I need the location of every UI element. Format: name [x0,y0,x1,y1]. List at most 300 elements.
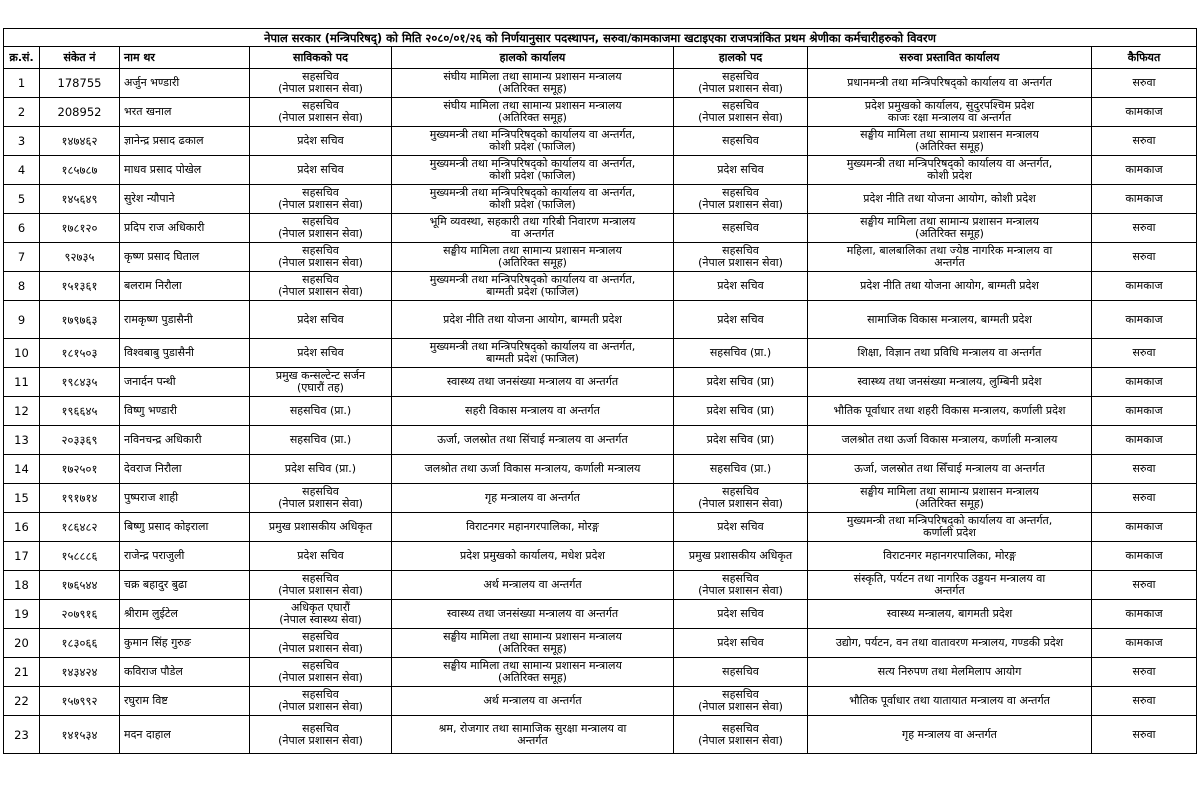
cell-proposed-office-text: संस्कृति, पर्यटन तथा नागरिक उड्डयन मन्त्रालय वा [853,572,1046,585]
cell-current-post-text: सहसचिव [722,665,759,678]
cell-code [40,426,120,455]
cell-proposed-office [808,397,1092,426]
cell-code-text: ९२७३५ [64,250,95,264]
cell-old-post-subtext: (नेपाल प्रशासन सेवा) [278,671,363,684]
cell-current-post [674,98,808,127]
col-header-code: संकेत नं [40,47,120,69]
cell-proposed-office-text: प्रधानमन्त्री तथा मन्त्रिपरिषद्को कार्यालय वा अन्तर्गत [847,76,1052,89]
cell-current-office-subtext: (अतिरिक्त समूह) [498,256,567,269]
cell-current-office-subtext: बाग्मती प्रदेश (फाजिल) [486,285,579,298]
cell-name [120,127,250,156]
cell-current-office-text: प्रदेश प्रमुखको कार्यालय, मधेश प्रदेश [460,549,605,562]
cell-code [40,542,120,571]
cell-code-text: १८६४८२ [61,520,98,534]
cell-proposed-office-text: प्रदेश नीति तथा योजना आयोग, कोशी प्रदेश [863,192,1036,205]
cell-old-post-subtext: (नेपाल प्रशासन सेवा) [278,584,363,597]
cell-current-post-text: प्रदेश सचिव (प्रा) [706,433,775,446]
cell-old-post [250,600,392,629]
col-header-remarks: कैफियत [1092,47,1197,69]
cell-current-post-text: सहसचिव [722,186,759,199]
cell-name [120,98,250,127]
cell-old-post-subtext: (नेपाल प्रशासन सेवा) [278,285,363,298]
cell-name-text: माधव प्रसाद पोखेल [124,163,202,176]
cell-current-post [674,687,808,716]
cell-remark-text: कामकाज [1125,312,1163,326]
cell-old-post [250,658,392,687]
cell-current-office-text: सङ्घीय मामिला तथा सामान्य प्रशासन मन्त्रालय [443,630,622,643]
cell-old-post [250,243,392,272]
cell-proposed-office-subtext: (अतिरिक्त समूह) [915,497,984,510]
cell-code [40,185,120,214]
table-row [4,156,1197,185]
table-row [4,542,1197,571]
cell-code [40,156,120,185]
cell-sn [4,127,40,156]
cell-remark-text: कामकाज [1125,520,1163,533]
cell-current-office-text: भूमि व्यवस्था, सहकारी तथा गरिबी निवारण मन्त्रालय [429,215,636,228]
cell-name-text: रामकृष्ण पुडासैनी [124,312,193,326]
cell-current-post-text: प्रदेश सचिव (प्रा) [706,404,775,417]
cell-code-text: १५१३६१ [61,279,98,293]
cell-sn-text: 19 [14,607,29,621]
cell-remark [1092,687,1197,716]
cell-remark-text: कामकाज [1125,105,1163,118]
cell-current-office-subtext: (अतिरिक्त समूह) [498,111,567,124]
cell-current-post-text: प्रदेश सचिव [717,312,764,326]
cell-proposed-office-text: सङ्घीय मामिला तथा सामान्य प्रशासन मन्त्रालय [860,128,1039,141]
cell-old-post-text: प्रदेश सचिव [297,312,344,326]
cell-remark [1092,156,1197,185]
cell-old-post-text: सहसचिव [302,99,339,112]
cell-sn [4,716,40,754]
cell-code [40,339,120,368]
cell-name [120,426,250,455]
cell-old-post-text: प्रदेश सचिव (प्रा.) [284,462,357,475]
cell-proposed-office [808,243,1092,272]
cell-code-text: १७६५४४ [61,578,98,592]
cell-old-post [250,397,392,426]
cell-current-post [674,484,808,513]
cell-current-post-subtext: (नेपाल प्रशासन सेवा) [698,198,783,211]
cell-current-office-text: सङ्घीय मामिला तथा सामान्य प्रशासन मन्त्रालय [443,659,622,672]
cell-old-post-text: प्रदेश सचिव [297,549,344,562]
cell-name-text: भरत खनाल [124,105,172,118]
table-row [4,484,1197,513]
cell-current-post [674,214,808,243]
cell-code [40,484,120,513]
cell-current-post [674,185,808,214]
cell-current-office [392,185,674,214]
cell-name [120,397,250,426]
cell-name [120,629,250,658]
cell-remark-text: कामकाज [1125,433,1163,446]
table-body [4,69,1197,754]
cell-current-office-text: अर्थ मन्त्रालय वा अन्तर्गत [483,694,582,707]
cell-name-text: पुष्पराज शाही [124,491,179,504]
cell-old-post-subtext: (नेपाल प्रशासन सेवा) [278,82,363,95]
cell-current-office-text: गृह मन्त्रालय वा अन्तर्गत [485,491,580,504]
cell-remark-text: सरुवा [1132,76,1156,89]
cell-current-office-subtext: कोशी प्रदेश (फाजिल) [489,169,576,182]
cell-proposed-office [808,658,1092,687]
cell-current-office-text: सहरी विकास मन्त्रालय वा अन्तर्गत [465,404,600,417]
cell-proposed-office-subtext: कर्णाली प्रदेश [923,526,976,539]
cell-remark-text: सरुवा [1132,250,1156,263]
cell-sn [4,426,40,455]
transfer-table [3,28,1197,754]
cell-proposed-office [808,214,1092,243]
cell-proposed-office-text: भौतिक पूर्वाधार तथा शहरी विकास मन्त्रालय, कर्णाली प्रदेश [833,404,1066,417]
cell-sn [4,185,40,214]
table-row [4,272,1197,301]
cell-current-office [392,484,674,513]
cell-old-post-text: सहसचिव (प्रा.) [289,433,352,446]
cell-code-text: १९६६४५ [61,404,98,418]
cell-sn [4,69,40,98]
table-row [4,571,1197,600]
cell-code [40,687,120,716]
cell-proposed-office-subtext: अन्तर्गत [934,584,965,597]
cell-old-post [250,542,392,571]
cell-sn [4,484,40,513]
cell-remark-text: सरुवा [1132,221,1156,234]
cell-remark-text: कामकाज [1125,636,1163,649]
cell-current-post-text: प्रदेश सचिव (प्रा) [706,375,775,388]
cell-name-text: चक्र बहादुर बुढा [124,578,188,591]
cell-name-text: कृष्ण प्रसाद घिताल [124,250,200,263]
cell-remark [1092,127,1197,156]
cell-code-text: २०७९१६ [61,607,98,621]
cell-sn-text: 15 [14,491,29,505]
cell-old-post [250,426,392,455]
cell-old-post-text: सहसचिव [302,721,339,735]
cell-name-text: विष्णु भण्डारी [124,404,177,417]
cell-current-office-text: विराटनगर महानगरपालिका, मोरङ्ग [466,520,599,533]
cell-sn [4,397,40,426]
cell-name [120,658,250,687]
cell-proposed-office [808,571,1092,600]
cell-name-text: प्रदिप राज अधिकारी [124,221,205,234]
cell-name-text: श्रीराम लुईटेल [124,607,178,620]
cell-old-post [250,339,392,368]
cell-code [40,98,120,127]
cell-current-office-text: जलश्रोत तथा ऊर्जा विकास मन्त्रालय, कर्णाली मन्त्रालय [424,462,641,475]
cell-code [40,397,120,426]
cell-current-post [674,426,808,455]
cell-code-text: १८३०६६ [61,636,98,650]
cell-current-post-text: प्रमुख प्रशासकीय अधिकृत [688,549,793,562]
cell-old-post-text: सहसचिव (प्रा.) [289,404,352,417]
cell-proposed-office-text: प्रदेश प्रमुखको कार्यालय, सुदुरपश्चिम प्रदेश [864,99,1035,112]
cell-name [120,571,250,600]
cell-current-office [392,127,674,156]
document-title: नेपाल सरकार (मन्त्रिपरिषद्) को मिति २०८०/०१/२६ को निर्णयानुसार पदस्थापन, सरुवा/कामकाजमा खटाइएका राजपत्रांकित प्रथम श्रेणीका कर्मचारीहरुको विवरण [4,29,1197,47]
cell-code [40,629,120,658]
cell-current-post-text: प्रदेश सचिव [717,520,764,533]
cell-sn [4,368,40,397]
cell-remark [1092,397,1197,426]
cell-proposed-office [808,542,1092,571]
cell-sn-text: 5 [17,192,26,206]
cell-remark-text: सरुवा [1132,134,1156,147]
cell-name-text: रघुराम विष्ट [124,694,168,707]
cell-sn [4,600,40,629]
cell-old-post-subtext: (नेपाल प्रशासन सेवा) [278,700,363,713]
cell-name [120,368,250,397]
cell-proposed-office-text: शिक्षा, विज्ञान तथा प्रविधि मन्त्रालय वा अन्तर्गत [857,346,1042,359]
cell-name [120,716,250,754]
cell-name [120,484,250,513]
cell-remark [1092,455,1197,484]
cell-remark-text: कामकाज [1125,192,1163,205]
cell-code-text: १८५७८७ [61,163,98,177]
cell-sn [4,301,40,339]
cell-name-text: अर्जुन भण्डारी [124,76,180,89]
cell-current-post-subtext: (नेपाल प्रशासन सेवा) [698,584,783,597]
table-row [4,243,1197,272]
cell-current-post-subtext: (नेपाल प्रशासन सेवा) [698,497,783,510]
cell-proposed-office-text: उद्योग, पर्यटन, वन तथा वातावरण मन्त्रालय, गण्डकी प्रदेश [835,636,1064,649]
cell-sn-text: 23 [14,727,29,742]
cell-current-post-subtext: (नेपाल प्रशासन सेवा) [698,256,783,269]
cell-current-post [674,716,808,754]
cell-current-post [674,513,808,542]
cell-proposed-office [808,185,1092,214]
cell-proposed-office [808,69,1092,98]
table-row [4,69,1197,98]
cell-name [120,339,250,368]
cell-sn-text: 16 [14,520,29,534]
cell-proposed-office [808,156,1092,185]
cell-remark-text: सरुवा [1132,578,1156,591]
cell-current-post [674,397,808,426]
cell-current-post-text: सहसचिव [722,99,759,112]
cell-current-office [392,98,674,127]
cell-sn-text: 21 [14,665,29,679]
cell-sn [4,571,40,600]
cell-sn [4,658,40,687]
cell-proposed-office-subtext: (अतिरिक्त समूह) [915,140,984,153]
cell-old-post-text: सहसचिव [302,273,339,286]
cell-current-office-text: मुख्यमन्त्री तथा मन्त्रिपरिषद्को कार्यालय वा अन्तर्गत, [429,273,636,286]
cell-remark-text: कामकाज [1125,279,1163,292]
cell-current-office [392,600,674,629]
cell-current-office-subtext: बाग्मती प्रदेश (फाजिल) [486,352,579,365]
cell-current-office [392,368,674,397]
cell-sn-text: 22 [14,694,29,708]
cell-old-post-text: सहसचिव [302,186,339,199]
cell-old-post-subtext: (नेपाल प्रशासन सेवा) [278,642,363,655]
cell-name [120,542,250,571]
cell-remark [1092,185,1197,214]
cell-code-text: १८१५०३ [61,346,98,360]
cell-name [120,185,250,214]
cell-old-post [250,185,392,214]
table-row [4,301,1197,339]
cell-current-office [392,513,674,542]
cell-code [40,658,120,687]
cell-current-office-text: संघीय मामिला तथा सामान्य प्रशासन मन्त्रालय [443,70,622,83]
cell-current-office [392,629,674,658]
cell-old-post [250,716,392,754]
cell-proposed-office-text: मुख्यमन्त्री तथा मन्त्रिपरिषद्को कार्यालय वा अन्तर्गत, [846,157,1053,170]
cell-code-text: १४१५३४ [61,727,98,742]
cell-code [40,301,120,339]
cell-proposed-office [808,98,1092,127]
cell-code-text: १७९७६३ [61,312,98,327]
cell-current-office [392,658,674,687]
cell-current-office [392,426,674,455]
cell-current-office [392,214,674,243]
cell-proposed-office [808,339,1092,368]
table-row [4,687,1197,716]
cell-old-post [250,156,392,185]
cell-current-office [392,243,674,272]
table-row [4,397,1197,426]
cell-current-office-text: श्रम, रोजगार तथा सामाजिक सुरक्षा मन्त्रालय वा [438,721,627,735]
cell-sn [4,339,40,368]
cell-current-post [674,156,808,185]
cell-old-post-text: सहसचिव [302,215,339,228]
cell-current-post-text: प्रदेश सचिव [717,636,764,649]
cell-old-post-subtext: (नेपाल स्वास्थ्य सेवा) [279,613,362,626]
cell-current-office-text: ऊर्जा, जलस्रोत तथा सिंचाई मन्त्रालय वा अन्तर्गत [437,433,628,446]
cell-remark-text: कामकाज [1125,163,1163,176]
cell-code-text: १५७९९२ [61,694,98,708]
cell-old-post-text: सहसचिव [302,630,339,643]
cell-sn-text: 13 [14,433,29,447]
cell-current-post-subtext: (नेपाल प्रशासन सेवा) [698,111,783,124]
cell-remark [1092,658,1197,687]
cell-remark [1092,571,1197,600]
cell-old-post [250,484,392,513]
cell-old-post [250,127,392,156]
cell-sn-text: 7 [17,250,26,264]
cell-current-post-text: सहसचिव [722,721,759,735]
cell-current-office [392,397,674,426]
cell-current-office-text: अर्थ मन्त्रालय वा अन्तर्गत [483,578,582,591]
cell-old-post [250,98,392,127]
cell-proposed-office-text: महिला, बालबालिका तथा ज्येष्ठ नागरिक मन्त्रालय वा [846,244,1053,257]
cell-code [40,243,120,272]
table-row [4,339,1197,368]
cell-code-text: 208952 [57,105,102,119]
cell-sn [4,542,40,571]
cell-proposed-office [808,455,1092,484]
cell-name [120,272,250,301]
table-row [4,214,1197,243]
cell-current-post-text: प्रदेश सचिव [717,163,764,176]
cell-sn-text: 4 [17,163,26,177]
cell-current-office [392,571,674,600]
cell-remark-text: सरुवा [1132,665,1156,678]
cell-current-post-text: सहसचिव [722,134,759,147]
cell-remark [1092,69,1197,98]
table-row [4,426,1197,455]
cell-sn-text: 18 [14,578,29,592]
cell-code [40,214,120,243]
cell-old-post [250,301,392,339]
cell-sn [4,455,40,484]
cell-current-office-subtext: (अतिरिक्त समूह) [498,82,567,95]
cell-sn-text: 17 [14,549,29,563]
col-header-proposed-office: सरुवा प्रस्तावित कार्यालय [808,47,1092,69]
cell-code [40,600,120,629]
cell-old-post-text: प्रदेश सचिव [297,134,344,147]
cell-sn-text: 3 [17,134,26,148]
cell-sn-text: 8 [17,279,26,293]
cell-proposed-office-text: मुख्यमन्त्री तथा मन्त्रिपरिषद्को कार्यालय वा अन्तर्गत, [846,514,1053,527]
cell-old-post-subtext: (नेपाल प्रशासन सेवा) [278,256,363,269]
cell-sn [4,214,40,243]
cell-old-post [250,214,392,243]
cell-current-post [674,600,808,629]
cell-sn-text: 14 [14,462,29,476]
cell-current-office-text: स्वास्थ्य तथा जनसंख्या मन्त्रालय वा अन्तर्गत [446,607,619,620]
cell-current-office [392,687,674,716]
cell-code-text: 178755 [57,76,102,90]
cell-current-post-subtext: (नेपाल प्रशासन सेवा) [698,733,783,747]
cell-old-post-text: सहसचिव [302,70,339,83]
table-row [4,658,1197,687]
col-header-current-post: हालको पद [674,47,808,69]
cell-current-office-text: स्वास्थ्य तथा जनसंख्या मन्त्रालय वा अन्तर्गत [446,375,619,388]
cell-sn-text: 1 [17,76,26,90]
cell-remark-text: कामकाज [1125,549,1163,562]
cell-name [120,513,250,542]
cell-current-post [674,658,808,687]
cell-old-post-subtext: (नेपाल प्रशासन सेवा) [278,497,363,510]
cell-old-post-text: प्रदेश सचिव [297,163,344,176]
table-row [4,716,1197,754]
cell-sn [4,513,40,542]
cell-code-text: १४५६४९ [61,192,98,206]
cell-remark [1092,513,1197,542]
cell-old-post-text: अधिकृत एघारौं [290,601,350,614]
cell-name-text: जनार्दन पन्थी [124,375,176,388]
cell-name [120,455,250,484]
cell-sn-text: 12 [14,404,29,418]
cell-remark [1092,426,1197,455]
cell-sn [4,272,40,301]
cell-old-post-text: सहसचिव [302,688,339,701]
cell-name [120,243,250,272]
cell-code [40,513,120,542]
cell-current-post [674,339,808,368]
cell-proposed-office-text: ऊर्जा, जलस्रोत तथा सिँचाई मन्त्रालय वा अन्तर्गत [854,462,1045,475]
cell-current-office-subtext: वा अन्तर्गत [511,227,554,240]
cell-current-office-subtext: कोशी प्रदेश (फाजिल) [489,140,576,153]
table-row [4,368,1197,397]
cell-name [120,156,250,185]
cell-current-office [392,301,674,339]
cell-proposed-office-text: सामाजिक विकास मन्त्रालय, बाग्मती प्रदेश [867,312,1032,326]
cell-old-post-text: प्रमुख प्रशासकीय अधिकृत [268,520,373,533]
cell-current-post [674,571,808,600]
cell-remark [1092,600,1197,629]
cell-current-office-subtext: (अतिरिक्त समूह) [498,671,567,684]
cell-code-text: १४३४२४ [61,665,98,679]
cell-current-post [674,301,808,339]
cell-current-post-text: प्रदेश सचिव [717,279,764,292]
cell-sn [4,156,40,185]
cell-remark [1092,629,1197,658]
cell-proposed-office [808,629,1092,658]
cell-old-post-subtext: (नेपाल प्रशासन सेवा) [278,733,363,747]
cell-name-text: नविनचन्द्र अधिकारी [124,433,202,446]
cell-old-post-subtext: (एघारौं तह) [297,381,344,394]
cell-proposed-office-text: प्रदेश नीति तथा योजना आयोग, बाग्मती प्रदेश [860,279,1039,292]
